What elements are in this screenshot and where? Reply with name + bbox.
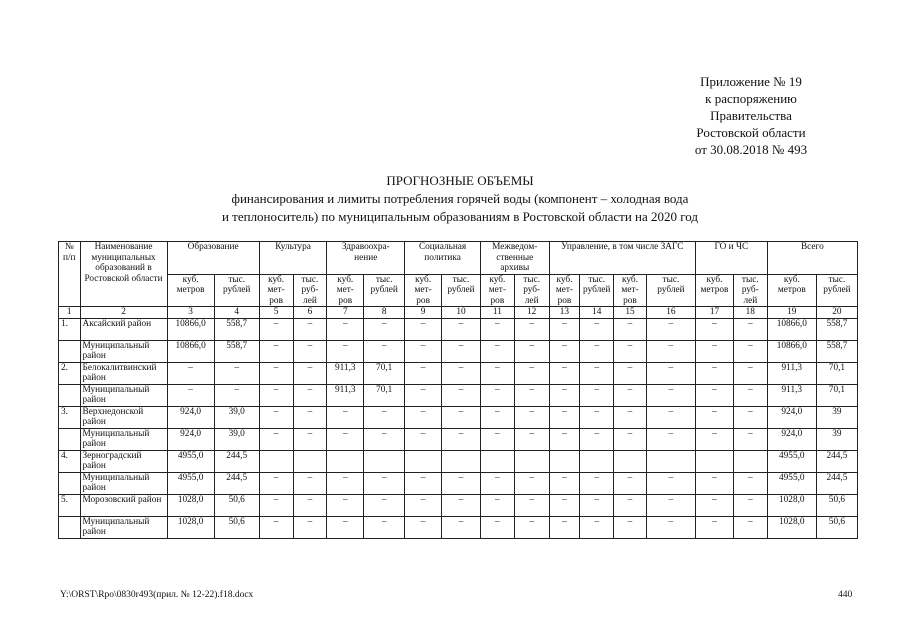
header-unit-cell: тыс. рублей <box>364 274 405 307</box>
table-row <box>59 428 858 450</box>
annex-number: Приложение № 19 <box>700 74 802 89</box>
column-number-cell: 19 <box>767 307 816 319</box>
row-value-cell <box>293 450 327 472</box>
row-value-cell: – <box>405 406 442 428</box>
column-number-cell: 8 <box>364 307 405 319</box>
row-value-cell: 4955,0 <box>167 450 214 472</box>
row-value-cell: 4955,0 <box>167 472 214 494</box>
row-value-cell: – <box>733 318 767 340</box>
header-group-education: Образование <box>167 242 259 275</box>
header-group-management: Управление, в том числе ЗАГС <box>549 242 695 275</box>
row-number: 2. <box>59 362 81 384</box>
header-num: № п/п <box>59 242 81 307</box>
row-value-cell: – <box>442 406 481 428</box>
document-title <box>100 172 820 226</box>
row-value-cell: – <box>442 318 481 340</box>
row-value-cell: – <box>696 362 734 384</box>
annex-government: Правительства <box>710 108 792 123</box>
row-value-cell: – <box>549 318 580 340</box>
row-value-cell: – <box>580 428 614 450</box>
header-row-units <box>59 274 858 307</box>
row-value-cell: 70,1 <box>364 362 405 384</box>
row-value-cell: – <box>549 340 580 362</box>
table-row <box>59 406 858 428</box>
row-value-cell: – <box>364 428 405 450</box>
row-value-cell: – <box>327 340 364 362</box>
row-value-cell: 50,6 <box>816 516 857 538</box>
column-number-cell: 2 <box>80 307 167 319</box>
row-value-cell: – <box>364 494 405 516</box>
row-value-cell: 244,5 <box>214 472 259 494</box>
row-value-cell: – <box>614 494 647 516</box>
row-value-cell: – <box>405 472 442 494</box>
row-value-cell: – <box>514 340 549 362</box>
header-group-archives: Межведом- ственные архивы <box>480 242 549 275</box>
annex-block <box>668 73 834 158</box>
header-unit-cell: куб. метров <box>167 274 214 307</box>
row-value-cell: – <box>696 516 734 538</box>
row-value-cell: – <box>480 516 514 538</box>
row-value-cell: – <box>696 384 734 406</box>
row-value-cell: – <box>549 494 580 516</box>
header-group-social: Социальная политика <box>405 242 481 275</box>
row-value-cell: 39 <box>816 428 857 450</box>
annex-date: от 30.08.2018 № 493 <box>694 142 808 157</box>
column-number-cell: 9 <box>405 307 442 319</box>
row-value-cell: – <box>580 494 614 516</box>
row-value-cell: 924,0 <box>167 428 214 450</box>
row-value-cell: – <box>614 406 647 428</box>
row-number <box>59 472 81 494</box>
row-value-cell: – <box>480 340 514 362</box>
row-value-cell: – <box>614 472 647 494</box>
row-value-cell: – <box>259 494 293 516</box>
row-value-cell: 10866,0 <box>767 318 816 340</box>
row-value-cell: 558,7 <box>816 318 857 340</box>
row-value-cell: – <box>442 494 481 516</box>
row-value-cell: – <box>442 516 481 538</box>
header-group-culture: Культура <box>259 242 327 275</box>
row-value-cell: – <box>614 516 647 538</box>
row-value-cell: – <box>167 384 214 406</box>
header-unit-cell: куб. мет- ров <box>327 274 364 307</box>
title-heading: ПРОГНОЗНЫЕ ОБЪЕМЫ <box>386 173 534 188</box>
row-value-cell: – <box>646 516 695 538</box>
column-number-cell: 5 <box>259 307 293 319</box>
row-value-cell: – <box>259 318 293 340</box>
column-number-cell: 7 <box>327 307 364 319</box>
column-number-cell: 16 <box>646 307 695 319</box>
row-value-cell: – <box>480 384 514 406</box>
row-value-cell: – <box>442 472 481 494</box>
row-value-cell: – <box>480 472 514 494</box>
table-row <box>59 340 858 362</box>
table-row <box>59 494 858 516</box>
column-number-cell: 1 <box>59 307 81 319</box>
row-value-cell: – <box>733 362 767 384</box>
header-unit-cell: тыс. руб- лей <box>293 274 327 307</box>
row-value-cell <box>580 450 614 472</box>
row-value-cell: 70,1 <box>364 384 405 406</box>
row-value-cell <box>614 450 647 472</box>
header-unit-cell: тыс. рублей <box>646 274 695 307</box>
row-value-cell: – <box>614 384 647 406</box>
header-unit-cell: куб. мет- ров <box>549 274 580 307</box>
column-number-cell: 12 <box>514 307 549 319</box>
row-value-cell: – <box>167 362 214 384</box>
row-value-cell: – <box>614 428 647 450</box>
header-unit-cell: тыс. руб- лей <box>733 274 767 307</box>
header-unit-cell: тыс. рублей <box>580 274 614 307</box>
table-row <box>59 318 858 340</box>
footer-file-path: Y:\ORST\Rpo\0830r493(прил. № 12-22).f18.docx <box>60 590 254 600</box>
row-value-cell: 244,5 <box>816 450 857 472</box>
header-group-health: Здравоохра- нение <box>327 242 405 275</box>
column-number-cell: 3 <box>167 307 214 319</box>
row-value-cell: 924,0 <box>767 406 816 428</box>
row-value-cell: – <box>549 428 580 450</box>
row-value-cell: – <box>442 362 481 384</box>
row-value-cell: – <box>405 340 442 362</box>
table-row <box>59 384 858 406</box>
row-municipality-name: Аксайский район <box>80 318 167 340</box>
row-value-cell: – <box>442 428 481 450</box>
header-unit-cell: тыс. руб- лей <box>514 274 549 307</box>
row-value-cell: – <box>364 318 405 340</box>
row-value-cell: – <box>580 340 614 362</box>
row-value-cell <box>327 450 364 472</box>
row-value-cell: – <box>580 516 614 538</box>
row-value-cell: 70,1 <box>816 384 857 406</box>
row-value-cell: – <box>646 406 695 428</box>
row-value-cell <box>514 450 549 472</box>
row-municipality-name: Муниципальный район <box>80 472 167 494</box>
row-value-cell: 924,0 <box>167 406 214 428</box>
row-value-cell: – <box>405 318 442 340</box>
row-value-cell: – <box>514 362 549 384</box>
column-number-cell: 14 <box>580 307 614 319</box>
row-value-cell: – <box>514 472 549 494</box>
row-value-cell: – <box>733 472 767 494</box>
row-value-cell: 911,3 <box>327 362 364 384</box>
row-value-cell: – <box>364 472 405 494</box>
row-municipality-name: Муниципальный район <box>80 428 167 450</box>
header-unit-cell: тыс. рублей <box>442 274 481 307</box>
row-value-cell: – <box>405 494 442 516</box>
row-value-cell: 924,0 <box>767 428 816 450</box>
row-value-cell: – <box>733 384 767 406</box>
row-value-cell: – <box>514 318 549 340</box>
row-value-cell <box>733 450 767 472</box>
row-value-cell: 1028,0 <box>167 516 214 538</box>
row-value-cell: – <box>480 494 514 516</box>
row-value-cell: – <box>405 516 442 538</box>
row-value-cell: – <box>293 472 327 494</box>
row-value-cell <box>442 450 481 472</box>
row-value-cell: – <box>514 516 549 538</box>
row-value-cell: – <box>259 428 293 450</box>
header-unit-cell: куб. метров <box>696 274 734 307</box>
row-value-cell: – <box>646 318 695 340</box>
row-municipality-name: Муниципальный район <box>80 340 167 362</box>
row-value-cell: – <box>514 384 549 406</box>
row-value-cell: 39,0 <box>214 428 259 450</box>
header-unit-cell: тыс. рублей <box>214 274 259 307</box>
row-value-cell: 39 <box>816 406 857 428</box>
row-value-cell: 911,3 <box>327 384 364 406</box>
row-value-cell: 10866,0 <box>167 318 214 340</box>
row-value-cell: – <box>580 472 614 494</box>
row-value-cell: 911,3 <box>767 384 816 406</box>
row-value-cell: – <box>549 362 580 384</box>
annex-region: Ростовской области <box>696 125 806 140</box>
row-value-cell: – <box>480 428 514 450</box>
row-value-cell: – <box>293 340 327 362</box>
row-value-cell <box>646 450 695 472</box>
column-number-cell: 17 <box>696 307 734 319</box>
row-number <box>59 340 81 362</box>
row-value-cell: – <box>327 428 364 450</box>
table-row <box>59 362 858 384</box>
row-value-cell: – <box>293 494 327 516</box>
row-value-cell: 50,6 <box>214 516 259 538</box>
row-number: 1. <box>59 318 81 340</box>
row-value-cell: – <box>549 406 580 428</box>
row-number: 5. <box>59 494 81 516</box>
row-value-cell: – <box>480 406 514 428</box>
row-value-cell: – <box>259 340 293 362</box>
row-municipality-name: Белокалитвинский район <box>80 362 167 384</box>
row-value-cell: – <box>646 428 695 450</box>
row-value-cell <box>480 450 514 472</box>
row-value-cell: 244,5 <box>816 472 857 494</box>
row-value-cell: 39,0 <box>214 406 259 428</box>
row-value-cell: 1028,0 <box>167 494 214 516</box>
row-value-cell: – <box>327 516 364 538</box>
row-value-cell: – <box>259 472 293 494</box>
row-value-cell: 70,1 <box>816 362 857 384</box>
column-number-cell: 15 <box>614 307 647 319</box>
row-value-cell: 4955,0 <box>767 450 816 472</box>
column-number-cell: 20 <box>816 307 857 319</box>
row-value-cell: – <box>514 406 549 428</box>
row-value-cell: – <box>646 362 695 384</box>
footer-page-number: 440 <box>838 590 853 600</box>
row-number <box>59 516 81 538</box>
column-number-cell: 11 <box>480 307 514 319</box>
table-row <box>59 450 858 472</box>
column-number-cell: 18 <box>733 307 767 319</box>
row-value-cell: – <box>514 494 549 516</box>
row-value-cell: – <box>614 340 647 362</box>
header-unit-cell: куб. мет- ров <box>480 274 514 307</box>
column-number-cell: 6 <box>293 307 327 319</box>
row-value-cell: – <box>580 362 614 384</box>
row-value-cell: – <box>327 318 364 340</box>
header-row-groups <box>59 242 858 275</box>
row-value-cell: – <box>364 340 405 362</box>
row-value-cell: – <box>514 428 549 450</box>
row-municipality-name: Муниципальный район <box>80 384 167 406</box>
row-value-cell: 911,3 <box>767 362 816 384</box>
row-value-cell <box>259 450 293 472</box>
row-value-cell: – <box>293 428 327 450</box>
title-line-3: и теплоноситель) по муниципальным образованиям в Ростовской области на 2020 год <box>221 209 699 224</box>
header-group-civil-defense: ГО и ЧС <box>696 242 768 275</box>
volumes-table <box>58 241 858 539</box>
row-value-cell: – <box>259 362 293 384</box>
row-value-cell: – <box>327 406 364 428</box>
row-value-cell <box>696 450 734 472</box>
row-number <box>59 384 81 406</box>
row-value-cell: – <box>327 494 364 516</box>
row-value-cell: – <box>293 516 327 538</box>
row-value-cell: – <box>646 494 695 516</box>
row-value-cell <box>549 450 580 472</box>
row-value-cell: – <box>696 406 734 428</box>
header-unit-cell: куб. метров <box>767 274 816 307</box>
row-number <box>59 428 81 450</box>
row-value-cell: – <box>580 384 614 406</box>
header-name: Наименование муниципальных образований в Ростовской области <box>80 242 167 307</box>
row-value-cell: – <box>442 340 481 362</box>
row-number: 3. <box>59 406 81 428</box>
row-value-cell: – <box>480 362 514 384</box>
row-municipality-name: Верхнедонской район <box>80 406 167 428</box>
column-number-cell: 10 <box>442 307 481 319</box>
row-municipality-name: Зерноградский район <box>80 450 167 472</box>
row-value-cell: 50,6 <box>214 494 259 516</box>
row-value-cell: – <box>293 362 327 384</box>
row-value-cell: – <box>214 362 259 384</box>
row-value-cell: – <box>405 428 442 450</box>
row-value-cell: – <box>405 384 442 406</box>
row-value-cell: – <box>696 318 734 340</box>
column-number-cell: 4 <box>214 307 259 319</box>
row-value-cell: – <box>614 318 647 340</box>
row-value-cell: 1028,0 <box>767 494 816 516</box>
row-value-cell: – <box>549 516 580 538</box>
row-value-cell: – <box>364 516 405 538</box>
column-number-cell: 13 <box>549 307 580 319</box>
row-municipality-name: Муниципальный район <box>80 516 167 538</box>
header-unit-cell: куб. мет- ров <box>259 274 293 307</box>
row-value-cell: – <box>646 384 695 406</box>
row-value-cell: – <box>214 384 259 406</box>
header-unit-cell: куб. мет- ров <box>405 274 442 307</box>
row-value-cell: – <box>696 340 734 362</box>
row-value-cell: 558,7 <box>214 318 259 340</box>
row-value-cell: 10866,0 <box>767 340 816 362</box>
row-value-cell: – <box>733 428 767 450</box>
row-value-cell: – <box>614 362 647 384</box>
header-group-total: Всего <box>767 242 857 275</box>
row-value-cell: – <box>733 516 767 538</box>
row-value-cell: – <box>646 472 695 494</box>
row-value-cell: – <box>696 494 734 516</box>
row-value-cell: – <box>646 340 695 362</box>
row-value-cell: 1028,0 <box>767 516 816 538</box>
row-value-cell: 10866,0 <box>167 340 214 362</box>
row-value-cell: – <box>259 516 293 538</box>
row-value-cell <box>364 450 405 472</box>
header-unit-cell: куб. мет- ров <box>614 274 647 307</box>
table-row <box>59 472 858 494</box>
row-value-cell: 558,7 <box>816 340 857 362</box>
row-value-cell <box>405 450 442 472</box>
row-value-cell: – <box>480 318 514 340</box>
row-number: 4. <box>59 450 81 472</box>
row-value-cell: – <box>327 472 364 494</box>
row-value-cell: – <box>405 362 442 384</box>
row-value-cell: – <box>364 406 405 428</box>
row-value-cell: – <box>733 406 767 428</box>
row-municipality-name: Морозовский район <box>80 494 167 516</box>
title-line-2: финансирования и лимиты потребления горячей воды (компонент – холодная вода <box>231 191 689 206</box>
header-unit-cell: тыс. рублей <box>816 274 857 307</box>
row-value-cell: – <box>733 494 767 516</box>
row-value-cell: – <box>733 340 767 362</box>
row-value-cell: 50,6 <box>816 494 857 516</box>
row-value-cell: – <box>259 406 293 428</box>
row-value-cell: – <box>442 384 481 406</box>
row-value-cell: 244,5 <box>214 450 259 472</box>
row-value-cell: 4955,0 <box>767 472 816 494</box>
annex-to-order: к распоряжению <box>705 91 797 106</box>
row-value-cell: – <box>580 318 614 340</box>
row-value-cell: – <box>293 318 327 340</box>
row-value-cell: – <box>696 472 734 494</box>
row-value-cell: – <box>293 384 327 406</box>
row-value-cell: 558,7 <box>214 340 259 362</box>
row-value-cell: – <box>259 384 293 406</box>
table-row <box>59 516 858 538</box>
row-value-cell: – <box>549 384 580 406</box>
row-value-cell: – <box>293 406 327 428</box>
row-value-cell: – <box>696 428 734 450</box>
header-row-numbers <box>59 307 858 319</box>
row-value-cell: – <box>580 406 614 428</box>
row-value-cell: – <box>549 472 580 494</box>
